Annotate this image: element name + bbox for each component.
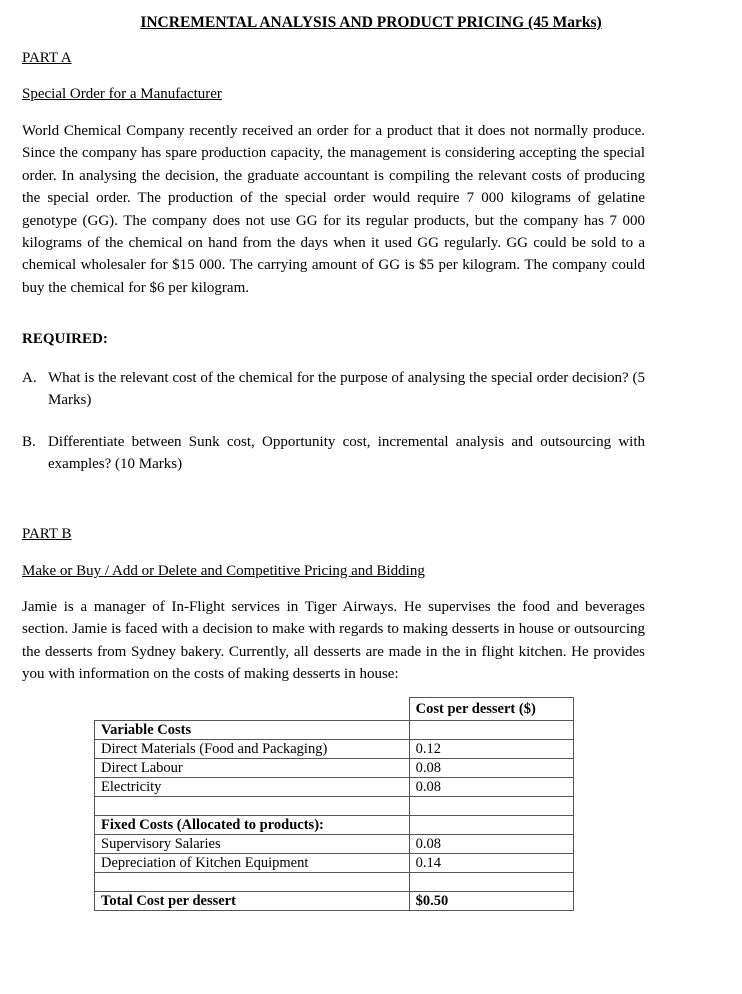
question-a-text: What is the relevant cost of the chemical for the purpose of analysing the special order decision? (5 Marks) xyxy=(48,370,645,408)
part-b-heading: PART B xyxy=(22,526,72,542)
table-row xyxy=(95,740,574,759)
question-a xyxy=(22,367,645,411)
required-label: REQUIRED: xyxy=(22,331,108,347)
row-label: Direct Labour xyxy=(95,759,410,778)
document-title: INCREMENTAL ANALYSIS AND PRODUCT PRICING (45 Marks) xyxy=(140,14,602,31)
part-b-subheading: Make or Buy / Add or Delete and Competitive Pricing and Bidding xyxy=(22,563,425,579)
total-label: Total Cost per dessert xyxy=(95,892,410,911)
part-a-subheading: Special Order for a Manufacturer xyxy=(22,86,222,102)
row-value: 0.08 xyxy=(409,778,573,797)
table-row xyxy=(95,778,574,797)
total-value: $0.50 xyxy=(409,892,573,911)
row-label: Electricity xyxy=(95,778,410,797)
part-a-paragraph: World Chemical Company recently received an order for a product that it does not normally produce. Since the company has spare production capacity, the management is considering accepting the special order. In analysing the decision, the graduate accountant is compiling the relevant costs of producing the special order. The production of the special order would require 7 000 kilograms of gelatine genotype (GG). The company does not use GG for its regular products, but the company has 7 000 kilograms of the chemical on hand from the days when it used GG regularly. GG could be sold to a chemical wholesaler for $15 000. The carrying amount of GG is $5 per kilogram. The company could buy the chemical for $6 per kilogram. xyxy=(22,123,645,296)
part-b-paragraph: Jamie is a manager of In-Flight services in Tiger Airways. He supervises the food and beverages section. Jamie is faced with a decision to make with regards to making desserts in house or outsourcing the desserts from Sydney bakery. Currently, all desserts are made in the in flight kitchen. He provides you with information on the costs of making desserts in house: xyxy=(22,599,645,683)
table-row xyxy=(95,721,574,740)
table-row xyxy=(95,816,574,835)
row-label: Supervisory Salaries xyxy=(95,835,410,854)
question-b-letter: B. xyxy=(22,434,36,450)
row-value: 0.14 xyxy=(409,854,573,873)
row-value: 0.08 xyxy=(409,835,573,854)
column-header: Cost per dessert ($) xyxy=(409,698,573,721)
question-b-text: Differentiate between Sunk cost, Opportunity cost, incremental analysis and outsourcing with examples? (10 Marks) xyxy=(48,434,645,472)
table-row xyxy=(95,854,574,873)
table-row xyxy=(95,797,574,816)
row-label: Direct Materials (Food and Packaging) xyxy=(95,740,410,759)
question-a-letter: A. xyxy=(22,370,37,386)
question-b xyxy=(22,431,645,475)
part-a-heading: PART A xyxy=(22,50,72,66)
table-row xyxy=(95,873,574,892)
cost-table xyxy=(94,697,574,911)
variable-costs-heading: Variable Costs xyxy=(95,721,410,740)
table-row xyxy=(95,698,574,721)
table-row xyxy=(95,759,574,778)
row-value: 0.12 xyxy=(409,740,573,759)
row-label: Depreciation of Kitchen Equipment xyxy=(95,854,410,873)
table-row xyxy=(95,892,574,911)
row-value: 0.08 xyxy=(409,759,573,778)
table-row xyxy=(95,835,574,854)
fixed-costs-heading: Fixed Costs (Allocated to products): xyxy=(95,816,410,835)
